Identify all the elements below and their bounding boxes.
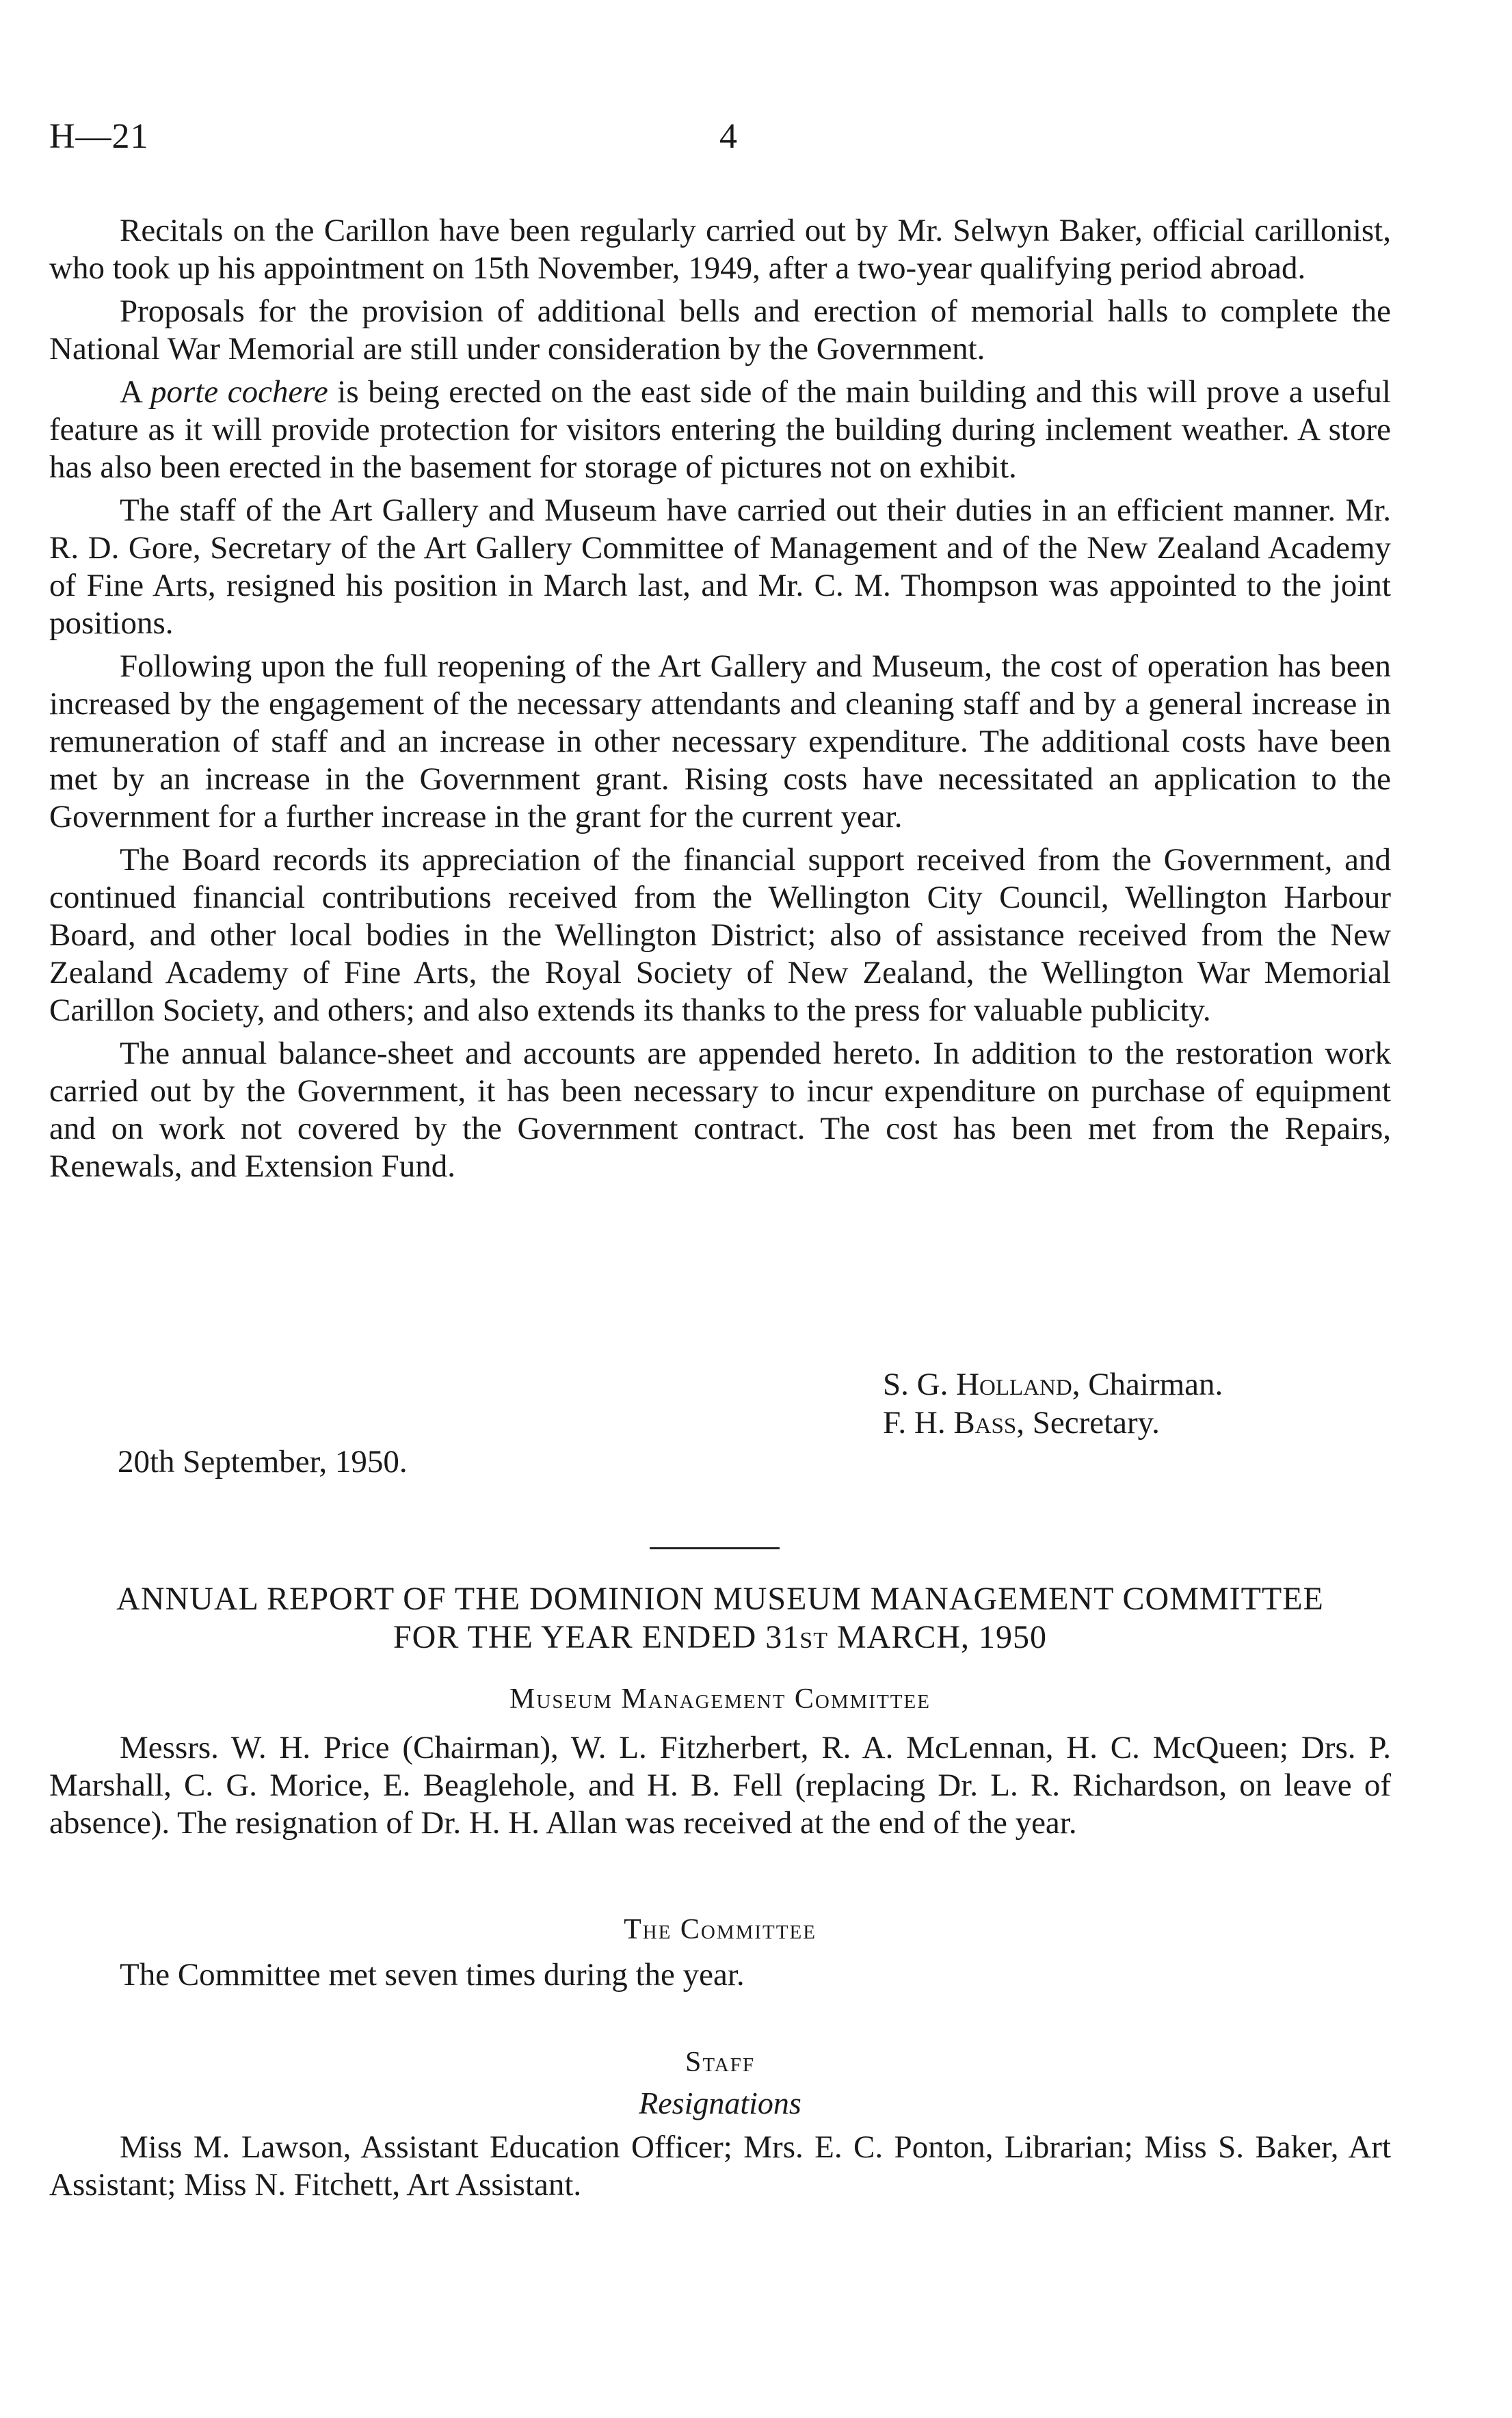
signature-secretary: F. H. Bass, Secretary. [883, 1405, 1160, 1441]
report-title [49, 1580, 1391, 1657]
the-committee-body [49, 1956, 1391, 1999]
paragraph-porte-cochere-pre: A [120, 374, 150, 410]
document-reference: H—21 [49, 117, 149, 156]
paragraph-appreciation: The Board records its appreciation of the financial support received from the Government, and continued financial contributions received from the Wellington City Council, Wellington Harbour Board, and other local bodies in the Wellington District; also of assistance received from the New Zealand Academy of Fine Arts, the Royal Society of New Zealand, the Wellington War Memorial Carillon Society, and others; and also extends its thanks to the press for valuable publicity. [49, 842, 1391, 1028]
paragraph-porte-cochere-italic: porte cochere [150, 374, 328, 410]
report-date: 20th September, 1950. [118, 1444, 408, 1480]
resignations-body [49, 2129, 1391, 2209]
page-header [49, 116, 1417, 164]
paragraph-staff: The staff of the Art Gallery and Museum have carried out their duties in an efficient manner. Mr. R. D. Gore, Secretary of the Art Gallery Committee of Management and of the New Zealand Academy of Fine Arts, resigned his position in March last, and Mr. C. M. Thompson was appointed to the joint positions. [49, 492, 1391, 641]
committee-members-text: Messrs. W. H. Price (Chairman), W. L. Fitzherbert, R. A. McLennan, H. C. McQueen; Drs. P. Marshall, C. G. Morice, E. Beaglehole, and H. B. Fell (replacing Dr. L. R. Richardson, on leave of absence). The resignation of Dr. H. H. Allan was received at the end of the year. [49, 1730, 1391, 1841]
the-committee-heading: The Committee [624, 1914, 817, 1945]
committee-members [49, 1729, 1391, 1848]
section-divider [650, 1547, 780, 1549]
the-committee-text: The Committee met seven times during the year. [120, 1957, 745, 1993]
staff-heading: Staff [685, 2047, 755, 2078]
signature-block [883, 1365, 1223, 1442]
resignations-heading: Resignations [639, 2086, 801, 2120]
board-report-body [49, 212, 1391, 1191]
paragraph-porte-cochere [49, 373, 1391, 486]
signature-chairman: S. G. Holland, Chairman. [883, 1367, 1223, 1402]
paragraph-carillon: Recitals on the Carillon have been regularly carried out by Mr. Selwyn Baker, official carillonist, who took up his appointment on 15th November, 1949, after a two-year qualifying period abroad. [49, 213, 1391, 286]
paragraph-proposals: Proposals for the provision of additional bells and erection of memorial halls to complete the National War Memorial are still under consideration by the Government. [49, 293, 1391, 367]
committee-heading: Museum Management Committee [509, 1683, 931, 1715]
resignations-text: Miss M. Lawson, Assistant Education Officer; Mrs. E. C. Ponton, Librarian; Miss S. Baker, Art Assistant; Miss N. Fitchett, Art Assistant. [49, 2129, 1391, 2203]
report-title-line-1: ANNUAL REPORT OF THE DOMINION MUSEUM MANAGEMENT COMMITTEE [116, 1581, 1324, 1617]
report-title-line-2: FOR THE YEAR ENDED 31st MARCH, 1950 [393, 1619, 1048, 1655]
paragraph-balance-sheet: The annual balance-sheet and accounts are appended hereto. In addition to the restoration work carried out by the Government, it has been necessary to incur expenditure on purchase of equipment and on work not covered by the Government contract. The cost has been met from the Repairs, Renewals, and Extension Fund. [49, 1036, 1391, 1184]
paragraph-costs: Following upon the full reopening of the Art Gallery and Museum, the cost of operation has been increased by the engagement of the necessary attendants and cleaning staff and by a general increase in remuneration of staff and an increase in other necessary expenditure. The additional costs have been met by an increase in the Government grant. Rising costs have necessitated an application to the Government for a further increase in the grant for the current year. [49, 648, 1391, 835]
page-number: 4 [719, 117, 737, 156]
paragraph-porte-cochere-post: is being erected on the east side of the main building and this will prove a useful feature as it will provide protection for visitors entering the building during inclement weather. A store has also been erected in the basement for storage of pictures not on exhibit. [49, 374, 1391, 485]
